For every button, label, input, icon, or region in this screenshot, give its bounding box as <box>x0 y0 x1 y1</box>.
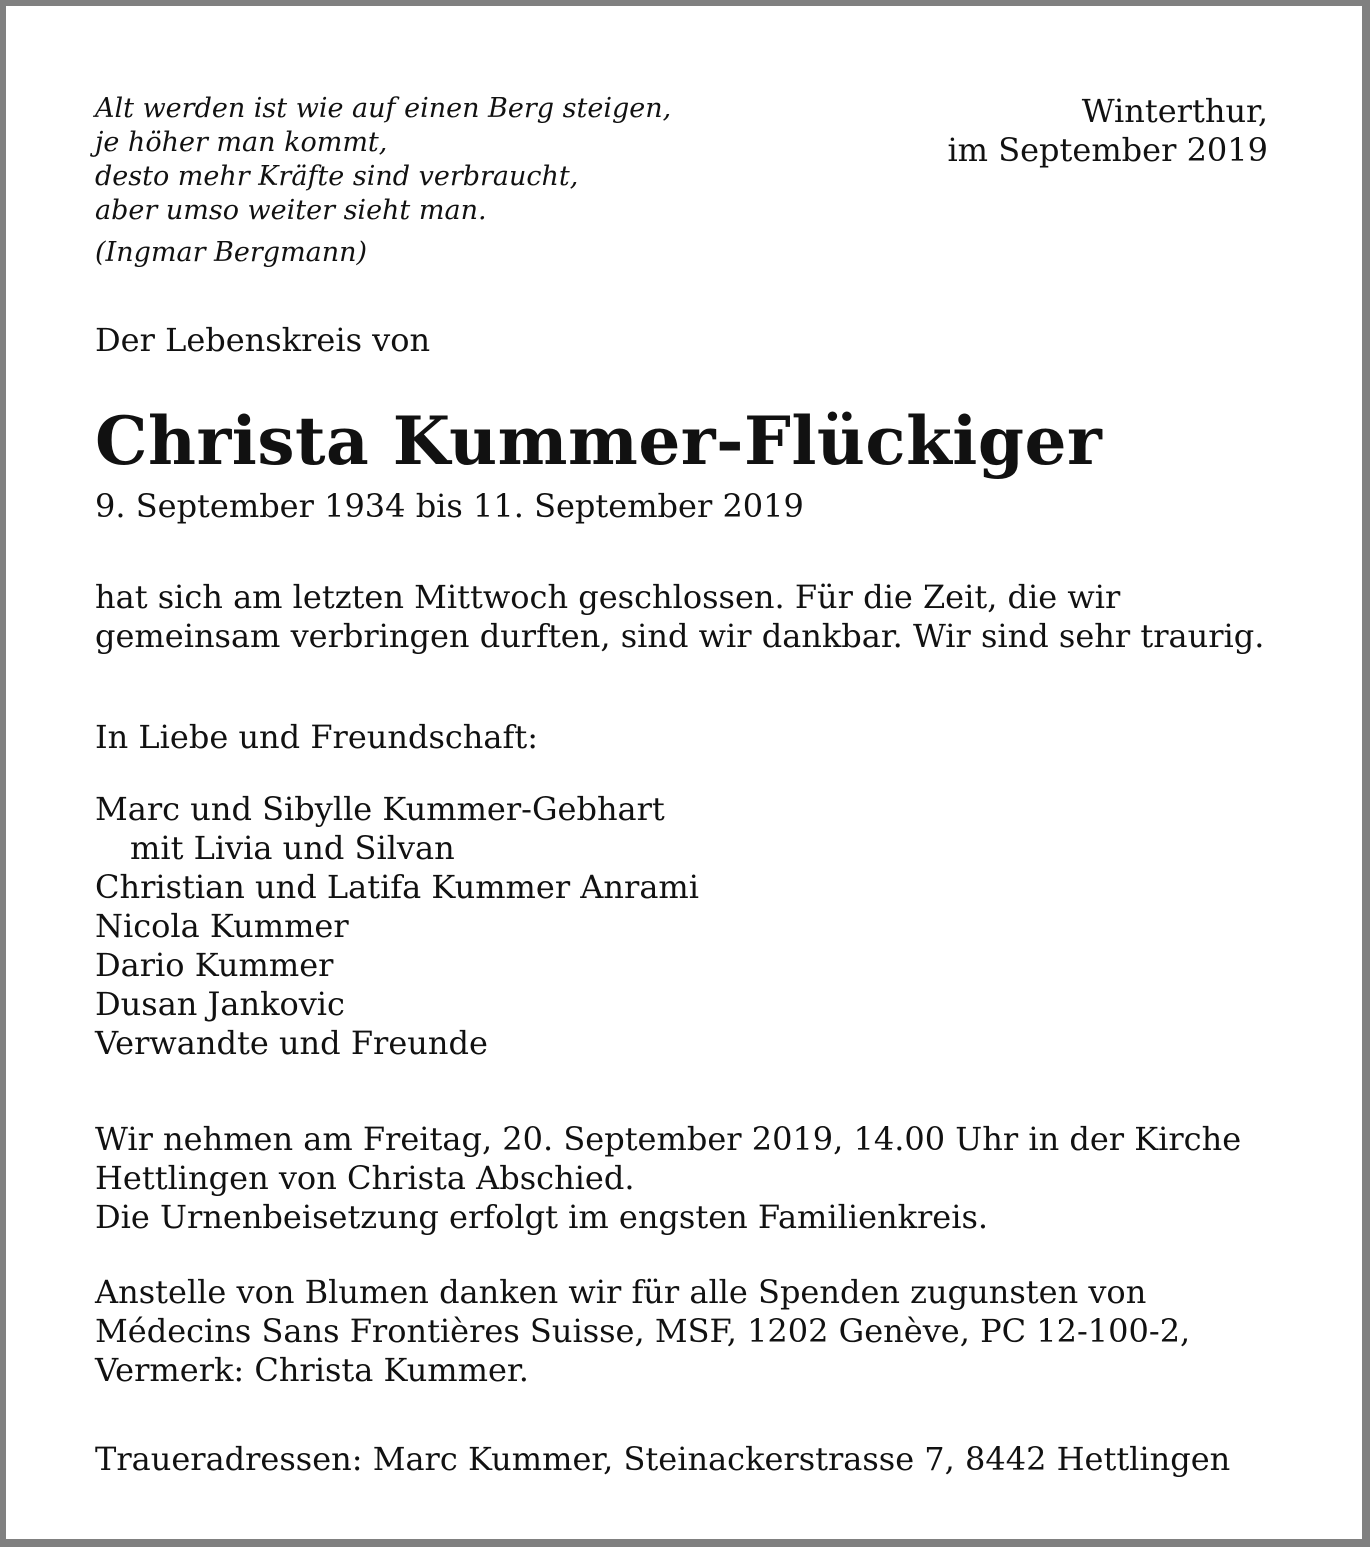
family-list <box>95 790 699 1063</box>
message-paragraph <box>95 578 1264 656</box>
family-member: Marc und Sibylle Kummer-Gebhart <box>95 790 665 828</box>
service-line: Wir nehmen am Freitag, 20. September 2019, 14.00 Uhr in der Kirche <box>95 1120 1242 1158</box>
quote-author: (Ingmar Bergmann) <box>95 237 368 268</box>
life-dates: 9. September 1934 bis 11. September 2019 <box>95 487 804 525</box>
message-line: gemeinsam verbringen durften, sind wir dankbar. Wir sind sehr traurig. <box>95 617 1265 655</box>
donation-line: Médecins Sans Frontières Suisse, MSF, 1202 Genève, PC 12-100-2, <box>95 1312 1191 1350</box>
donation-line: Anstelle von Blumen danken wir für alle Spenden zugunsten von <box>95 1273 1147 1311</box>
deceased-name: Christa Kummer-Flückiger <box>95 402 1103 480</box>
place-date <box>947 92 1268 170</box>
quote-line: je höher man kommt, <box>95 127 388 158</box>
message-line: hat sich am letzten Mittwoch geschlossen. Für die Zeit, die wir <box>95 578 1121 616</box>
family-member: Dusan Jankovic <box>95 985 345 1023</box>
family-member: Nicola Kummer <box>95 907 349 945</box>
service-line: Die Urnenbeisetzung erfolgt im engsten Familienkreis. <box>95 1198 989 1236</box>
mourning-address: Traueradressen: Marc Kummer, Steinackerstrasse 7, 8442 Hettlingen <box>95 1440 1231 1478</box>
family-member: mit Livia und Silvan <box>130 829 455 867</box>
donation-paragraph <box>95 1273 1190 1390</box>
date-line: im September 2019 <box>947 131 1268 169</box>
family-member: Verwandte und Freunde <box>95 1024 488 1062</box>
service-paragraph <box>95 1120 1241 1237</box>
quote-line: desto mehr Kräfte sind verbraucht, <box>95 161 579 192</box>
place-line: Winterthur, <box>1081 92 1268 130</box>
obituary-page <box>6 6 1362 1539</box>
family-member: Christian und Latifa Kummer Anrami <box>95 868 699 906</box>
service-line: Hettlingen von Christa Abschied. <box>95 1159 635 1197</box>
intro-text: Der Lebenskreis von <box>95 321 431 359</box>
donation-line: Vermerk: Christa Kummer. <box>95 1351 529 1389</box>
quote-line: aber umso weiter sieht man. <box>95 195 487 226</box>
quote-line: Alt werden ist wie auf einen Berg steigen, <box>95 93 672 124</box>
quote-block <box>95 92 671 270</box>
family-member: Dario Kummer <box>95 946 334 984</box>
greeting-text: In Liebe und Freundschaft: <box>95 718 538 756</box>
